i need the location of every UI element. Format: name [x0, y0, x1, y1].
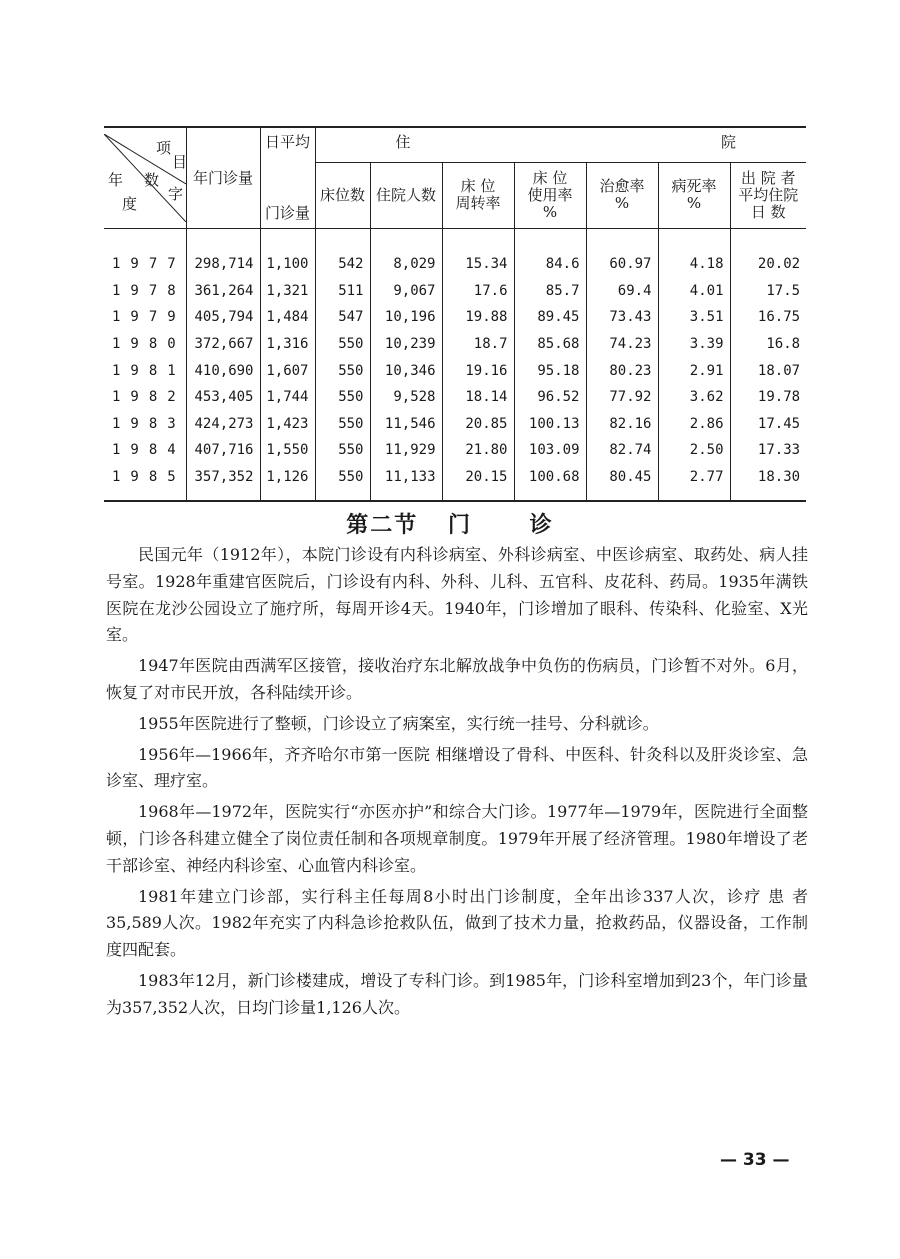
year-cell: 1984 — [112, 442, 186, 459]
year-cell: 1979 — [112, 309, 186, 326]
year-cell: 1980 — [112, 336, 186, 353]
table-cell: 17.33 — [730, 437, 806, 464]
header-annual-visits: 年门诊量 — [186, 127, 260, 229]
header-usage-l3: % — [542, 202, 558, 221]
corner-num-1: 数 — [144, 171, 160, 189]
corner-item-2: 目 — [172, 153, 188, 171]
table-cell: 103.09 — [514, 437, 586, 464]
table-cell: 21.80 — [442, 437, 514, 464]
header-daily-top: 日平均 — [264, 133, 310, 151]
table-cell: 100.68 — [514, 464, 586, 502]
table-cell: 550 — [315, 464, 370, 502]
table-cell: 19.78 — [730, 384, 806, 411]
table-cell: 100.13 — [514, 411, 586, 438]
table-cell: 424,273 — [186, 411, 260, 438]
paragraph: 1947年医院由西满军区接管，接收治疗东北解放战争中负伤的伤病员，门诊暂不对外。6月，恢复了对市民开放，各科陆续开诊。 — [106, 656, 808, 702]
table-cell: 95.18 — [514, 357, 586, 384]
table-cell: 10,346 — [370, 357, 442, 384]
table-cell: 82.74 — [586, 437, 658, 464]
table-cell: 74.23 — [586, 331, 658, 358]
table-cell: 73.43 — [586, 304, 658, 331]
header-death-l2: % — [686, 194, 702, 213]
table-row — [104, 278, 806, 305]
table-cell: 357,352 — [186, 464, 260, 502]
section-title-word-1: 门 — [447, 512, 472, 538]
header-turnover — [442, 162, 514, 228]
table-cell: 16.75 — [730, 304, 806, 331]
table-cell: 9,067 — [370, 278, 442, 305]
table-cell: 1,321 — [260, 278, 315, 305]
table-row — [104, 384, 806, 411]
year-cell: 1978 — [112, 282, 186, 299]
table-cell: 1,550 — [260, 437, 315, 464]
table-cell: 550 — [315, 437, 370, 464]
table-cell: 10,239 — [370, 331, 442, 358]
table-cell: 3.39 — [658, 331, 730, 358]
table-cell: 18.7 — [442, 331, 514, 358]
header-stay-l3: 日 数 — [750, 202, 786, 221]
table-cell: 18.07 — [730, 357, 806, 384]
table-cell: 20.85 — [442, 411, 514, 438]
header-avg-stay — [730, 162, 806, 228]
table-cell: 82.16 — [586, 411, 658, 438]
table-cell: 4.01 — [658, 278, 730, 305]
header-daily-bottom: 门诊量 — [264, 204, 310, 222]
table-cell: 361,264 — [186, 278, 260, 305]
year-cell: 1985 — [104, 464, 186, 502]
table-cell: 1,607 — [260, 357, 315, 384]
table-cell: 18.14 — [442, 384, 514, 411]
table-row — [104, 357, 806, 384]
table-cell: 550 — [315, 357, 370, 384]
table-row — [104, 464, 806, 502]
group-label-right: 院 — [721, 133, 737, 151]
corner-year-1: 年 — [108, 171, 124, 189]
paragraph: 1956年—1966年，齐齐哈尔市第一医院 相继增设了骨科、中医科、针灸科以及肝炎诊室、急诊室、理疗室。 — [106, 744, 808, 791]
table-cell: 550 — [315, 384, 370, 411]
table-corner-header — [104, 127, 186, 229]
table-cell: 11,929 — [370, 437, 442, 464]
header-turnover-l1: 床 位 — [460, 177, 496, 196]
paragraph: 民国元年（1912年），本院门诊设有内科诊病室、外科诊病室、中医诊病室、取药处、病人挂号室。1928年重建官医院后，门诊设有内科、外科、儿科、五官科、皮花科、药局。1935年满铁医院在龙沙公园设立了施疗所，每周开诊4天。1940年，门诊增加了眼科、传染科、化验室、X光室。 — [106, 545, 808, 645]
table-cell: 80.23 — [586, 357, 658, 384]
page-number: — 33 — — [720, 1150, 790, 1170]
header-stay-l2: 平均住院 — [738, 185, 799, 204]
table-cell: 4.18 — [658, 229, 730, 278]
corner-year-2: 度 — [122, 195, 138, 213]
header-cure-l1: 治愈率 — [599, 177, 645, 196]
table-cell: 80.45 — [586, 464, 658, 502]
table-cell: 17.45 — [730, 411, 806, 438]
table-cell: 1,126 — [260, 464, 315, 502]
table-body — [104, 229, 806, 502]
table-row — [104, 229, 806, 278]
year-cell: 1983 — [112, 415, 186, 432]
table-cell: 84.6 — [514, 229, 586, 278]
table-cell: 16.8 — [730, 331, 806, 358]
table-cell: 2.91 — [658, 357, 730, 384]
header-usage-l1: 床 位 — [532, 168, 568, 187]
section-title — [0, 508, 900, 539]
header-death-l1: 病死率 — [671, 177, 717, 196]
table-cell: 60.97 — [586, 229, 658, 278]
table-cell: 89.45 — [514, 304, 586, 331]
group-label-left: 住 — [395, 133, 411, 151]
table-cell: 19.88 — [442, 304, 514, 331]
year-cell: 1977 — [112, 256, 186, 273]
header-beds: 床位数 — [315, 162, 370, 228]
table-cell: 85.7 — [514, 278, 586, 305]
header-daily-visits — [260, 127, 315, 229]
statistics-table-wrapper — [104, 126, 806, 502]
table-row — [104, 304, 806, 331]
table-cell: 550 — [315, 331, 370, 358]
section-title-number: 第二节 — [346, 512, 419, 538]
table-cell: 1,744 — [260, 384, 315, 411]
table-cell: 410,690 — [186, 357, 260, 384]
table-row — [104, 437, 806, 464]
header-admitted: 住院人数 — [370, 162, 442, 228]
year-cell: 1982 — [112, 389, 186, 406]
table-cell: 85.68 — [514, 331, 586, 358]
table-cell: 15.34 — [442, 229, 514, 278]
table-cell: 405,794 — [186, 304, 260, 331]
table-cell: 1,316 — [260, 331, 315, 358]
table-cell: 2.50 — [658, 437, 730, 464]
table-cell: 511 — [315, 278, 370, 305]
header-turnover-l2: 周转率 — [455, 194, 501, 213]
table-cell: 19.16 — [442, 357, 514, 384]
corner-item-1: 项 — [156, 139, 172, 157]
table-cell: 17.6 — [442, 278, 514, 305]
paragraph: 1968年—1972年，医院实行“亦医亦护”和综合大门诊。1977年—1979年，医院进行全面整顿，门诊各科建立健全了岗位责任制和各项规章制度。1979年开展了经济管理。1980年增设了老干部诊室、神经内科诊室、心血管内科诊室。 — [106, 802, 808, 875]
table-cell: 9,528 — [370, 384, 442, 411]
paragraph: 1981年建立门诊部，实行科主任每周8小时出门诊制度，全年出诊337人次，诊疗 患 者35,589人次。1982年充实了内科急诊抢救队伍，做到了技术力量，抢救药品，仪器设备，工作制度四配套。 — [106, 886, 808, 960]
table-cell: 1,100 — [260, 229, 315, 278]
table-cell: 10,196 — [370, 304, 442, 331]
corner-num-2: 字 — [168, 185, 184, 203]
header-usage-l2: 使用率 — [527, 185, 573, 204]
table-cell: 2.77 — [658, 464, 730, 502]
table-cell: 18.30 — [730, 464, 806, 502]
table-cell: 542 — [315, 229, 370, 278]
header-death-rate — [658, 162, 730, 228]
header-usage — [514, 162, 586, 228]
table-cell: 20.15 — [442, 464, 514, 502]
table-cell: 3.62 — [658, 384, 730, 411]
year-cell: 1981 — [112, 362, 186, 379]
table-cell: 453,405 — [186, 384, 260, 411]
table-cell: 77.92 — [586, 384, 658, 411]
paragraph: 1955年医院进行了整顿，门诊设立了病案室，实行统一挂号、分科就诊。 — [138, 713, 659, 733]
table-cell: 550 — [315, 411, 370, 438]
table-cell: 8,029 — [370, 229, 442, 278]
section-title-word-2: 诊 — [529, 512, 554, 538]
table-cell: 3.51 — [658, 304, 730, 331]
paragraph: 1983年12月，新门诊楼建成，增设了专科门诊。到1985年，门诊科室增加到23个，年门诊量为357,352人次，日均门诊量1,126人次。 — [106, 970, 808, 1017]
table-cell: 1,423 — [260, 411, 315, 438]
table-row — [104, 331, 806, 358]
header-stay-l1: 出 院 者 — [741, 168, 796, 187]
table-cell: 17.5 — [730, 278, 806, 305]
table-cell: 1,484 — [260, 304, 315, 331]
table-cell: 69.4 — [586, 278, 658, 305]
table-cell: 372,667 — [186, 331, 260, 358]
table-cell: 20.02 — [730, 229, 806, 278]
header-cure-rate — [586, 162, 658, 228]
table-row — [104, 411, 806, 438]
table-cell: 547 — [315, 304, 370, 331]
table-cell: 2.86 — [658, 411, 730, 438]
statistics-table — [104, 126, 806, 502]
table-cell: 11,133 — [370, 464, 442, 502]
table-cell: 298,714 — [186, 229, 260, 278]
header-cure-l2: % — [614, 194, 630, 213]
header-inpatient-group — [315, 127, 806, 162]
table-cell: 407,716 — [186, 437, 260, 464]
table-cell: 96.52 — [514, 384, 586, 411]
table-cell: 11,546 — [370, 411, 442, 438]
body-text — [106, 542, 808, 1026]
